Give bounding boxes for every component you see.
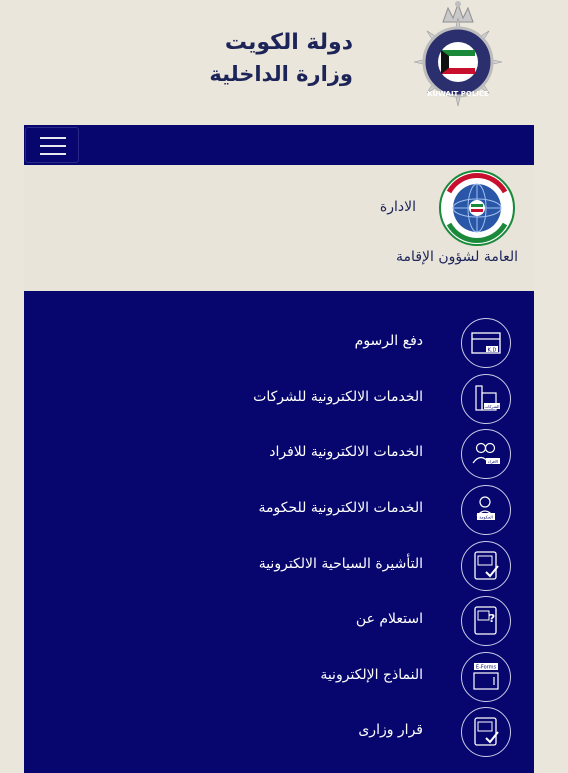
svg-text:K.D: K.D: [487, 347, 497, 354]
police-logo-text: KUWAIT POLICE: [427, 90, 489, 98]
service-label: دفع الرسوم: [354, 333, 423, 349]
hamburger-bar: [40, 153, 66, 155]
svg-text:الحكومة: الحكومة: [479, 514, 493, 520]
svg-text:E-Forms: E-Forms: [475, 664, 497, 671]
title-line2: وزارة الداخلية: [209, 62, 353, 86]
service-government[interactable]: [24, 482, 534, 538]
ministry-title: [209, 28, 353, 90]
department-panel: [24, 165, 534, 291]
department-name-line2: العامة لشؤون الإقامة: [396, 249, 518, 265]
menu-toggle-button[interactable]: [25, 127, 79, 163]
service-label: التأشيرة السياحية الالكترونية: [258, 556, 423, 572]
kuwait-police-logo[interactable]: [403, 0, 513, 118]
ministerial-decision-icon: [461, 707, 511, 757]
service-label: الخدمات الالكترونية للافراد: [269, 444, 423, 460]
service-eforms[interactable]: [24, 649, 534, 705]
hamburger-bar: [40, 145, 66, 147]
eforms-icon: [461, 652, 511, 702]
navbar: [24, 125, 534, 165]
service-label: الخدمات الالكترونية للشركات: [253, 389, 423, 405]
service-label: قرار وزارى: [358, 722, 423, 738]
department-name-line1: الادارة: [379, 199, 416, 215]
service-companies[interactable]: [24, 371, 534, 427]
page-header: [0, 0, 568, 125]
service-inquiry[interactable]: [24, 593, 534, 649]
service-label: استعلام عن: [355, 611, 423, 627]
inquiry-icon: [461, 596, 511, 646]
individuals-icon: [461, 429, 511, 479]
companies-icon: [461, 374, 511, 424]
svg-text:الشركات: الشركات: [484, 404, 500, 409]
residency-affairs-logo: [439, 170, 515, 246]
service-individuals[interactable]: [24, 426, 534, 482]
fee-card-icon: [461, 318, 511, 368]
service-label: الخدمات الالكترونية للحكومة: [258, 500, 423, 516]
tourist-visa-icon: [461, 541, 511, 591]
service-label: النماذج الإلكترونية: [320, 667, 423, 683]
service-ministerial-decision[interactable]: [24, 704, 534, 760]
title-line1: دولة الكويت: [224, 30, 353, 55]
service-fee-payment[interactable]: [24, 315, 534, 371]
svg-text:الافراد: الافراد: [487, 459, 499, 464]
hamburger-bar: [40, 137, 66, 139]
services-list: [24, 291, 534, 773]
government-icon: [461, 485, 511, 535]
service-tourist-visa[interactable]: [24, 538, 534, 594]
svg-text:?: ?: [488, 612, 496, 625]
